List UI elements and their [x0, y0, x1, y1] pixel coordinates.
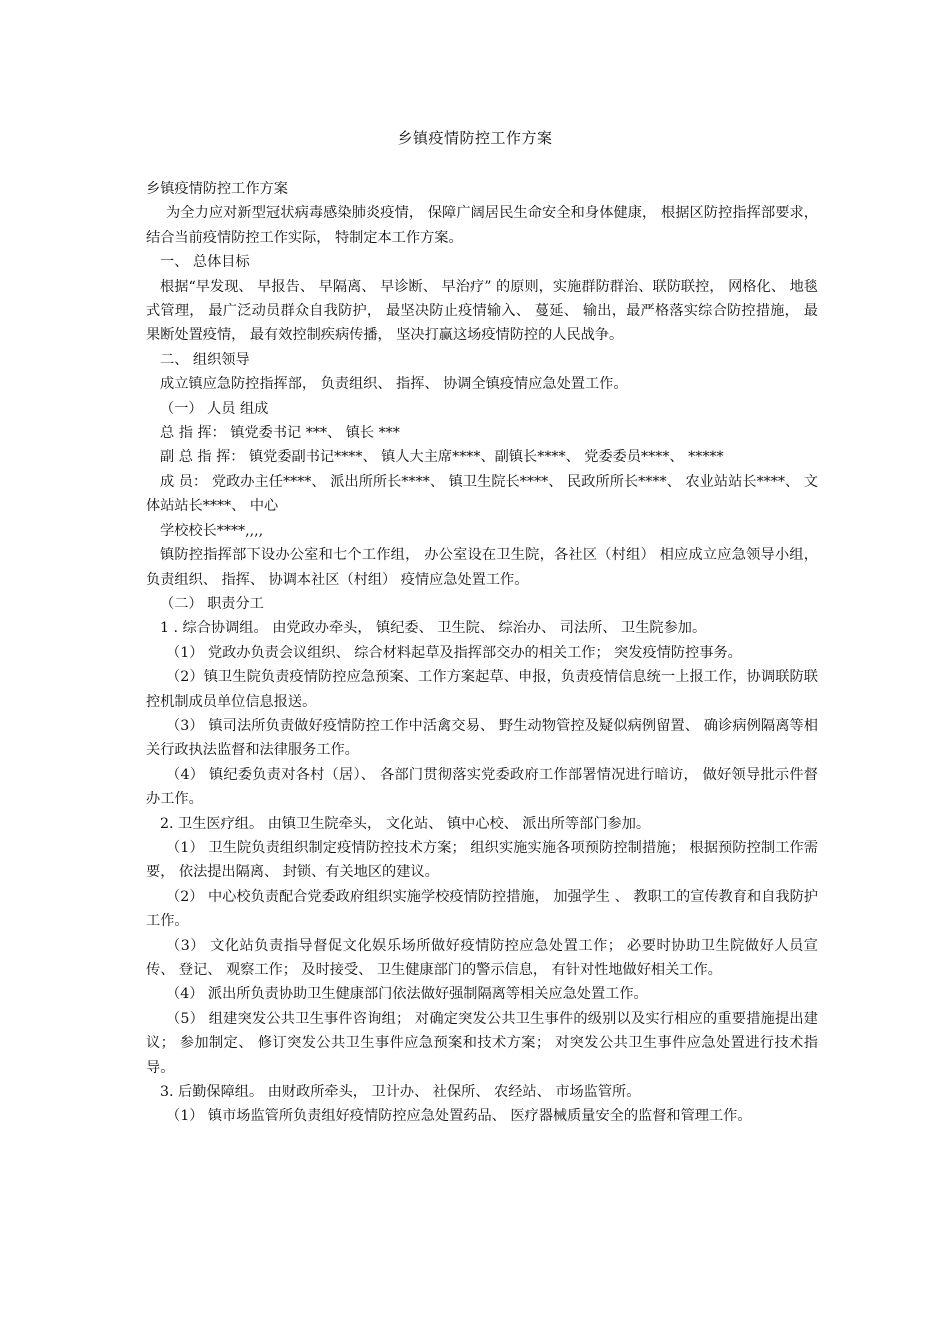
document-body: [146, 177, 818, 1129]
paragraph: 总 指 挥： 镇党委书记 ***、 镇长 ***: [160, 425, 400, 442]
paragraph: （1） 党政办负责会议组织、 综合材料起草及指挥部交办的相关工作； 突发疫情防控事务。: [166, 644, 742, 661]
paragraph: 乡镇疫情防控工作方案: [146, 181, 288, 197]
paragraph: 根据“早发现、 早报告、 早隔离、 早诊断、 早治疗” 的原则，实施群防群治、联防联控， 网格化、 地毯式管理， 最广泛动员群众自我防护， 最坚决防止疫情输入、 蔓延、 输出，最严格落实综合防控措施， 最果断处置疫情， 最有效控制疾病传播， 坚决打赢这场疫情防控的人民战争。: [146, 278, 818, 344]
paragraph: 学校校长****,,,,: [160, 522, 264, 539]
paragraph: 一、 总体目标: [160, 254, 250, 271]
paragraph: （2）镇卫生院负责疫情防控应急预案、工作方案起草、申报，负责疫情信息统一上报工作，协调联防联控机制成员单位信息报送。: [146, 669, 818, 710]
paragraph: （4） 镇纪委负责对各村（居）、 各部门贯彻落实党委政府工作部署情况进行暗访， 做好领导批示件督办工作。: [146, 766, 818, 808]
paragraph: （2） 中心校负责配合党委政府组织实施学校疫情防控措施， 加强学生 、 教职工的宣传教育和自我防护工作。: [146, 888, 818, 930]
paragraph: 镇防控指挥部下设办公室和七个工作组， 办公室设在卫生院，各社区（村组） 相应成立应急领导小组， 负责组织、 指挥、 协调本社区（村组） 疫情应急处置工作。: [146, 547, 818, 588]
document-title: 乡镇疫情防控工作方案: [397, 129, 553, 147]
paragraph: （二） 职责分工: [160, 595, 264, 612]
paragraph: 副 总 指 挥： 镇党委副书记****、 镇人大主席****、副镇长****、 党委委员****、 *****: [160, 449, 724, 466]
paragraph: （4） 派出所负责协助卫生健康部门依法做好强制隔离等相关应急处置工作。: [166, 986, 648, 1003]
paragraph: （1） 卫生院负责组织制定疫情防控技术方案； 组织实施实施各项预防控制措施； 根据预防控制工作需要， 依法提出隔离、 封锁、有关地区的建议。: [146, 839, 818, 881]
paragraph: 1 . 综合协调组。 由党政办牵头， 镇纪委、 卫生院、 综治办、 司法所、 卫生院参加。: [160, 620, 707, 637]
paragraph: 为全力应对新型冠状病毒感染肺炎疫情， 保障广阔居民生命安全和身体健康， 根据区防控指挥部要求， 结合当前疫情防控工作实际， 特制定本工作方案。: [146, 205, 818, 246]
paragraph: 成立镇应急防控指挥部， 负责组织、 指挥、 协调全镇疫情应急处置工作。: [160, 376, 628, 393]
paragraph: 成 员： 党政办主任****、 派出所所长****、 镇卫生院长****、 民政所所长****、 农业站站长****、 文体站站长****、 中心: [146, 473, 818, 515]
paragraph: 二、 组织领导: [160, 351, 250, 368]
paragraph: （5） 组建突发公共卫生事件咨询组； 对确定突发公共卫生事件的级别以及实行相应的重要措施提出建议； 参加制定、 修订突发公共卫生事件应急预案和技术方案； 对突发公共卫生事件应急处置进行技术指导。: [146, 1010, 818, 1076]
paragraph: （3） 文化站负责指导督促文化娱乐场所做好疫情防控应急处置工作； 必要时协助卫生院做好人员宣传、 登记、 观察工作； 及时接受、 卫生健康部门的警示信息， 有针对性地做好相关工作。: [146, 937, 818, 978]
paragraph: （一） 人员 组成: [160, 400, 269, 417]
paragraph: （1） 镇市场监管所负责组好疫情防控应急处置药品、 医疗器械质量安全的监督和管理工作。: [166, 1108, 752, 1125]
paragraph: 3. 后勤保障组。 由财政所牵头， 卫计办、 社保所、 农经站、 市场监管所。: [160, 1084, 641, 1101]
paragraph: （3） 镇司法所负责做好疫情防控工作中活禽交易、 野生动物管控及疑似病例留置、 确诊病例隔离等相关行政执法监督和法律服务工作。: [146, 717, 818, 759]
paragraph: 2. 卫生医疗组。 由镇卫生院牵头， 文化站、 镇中心校、 派出所等部门参加。: [160, 815, 651, 832]
